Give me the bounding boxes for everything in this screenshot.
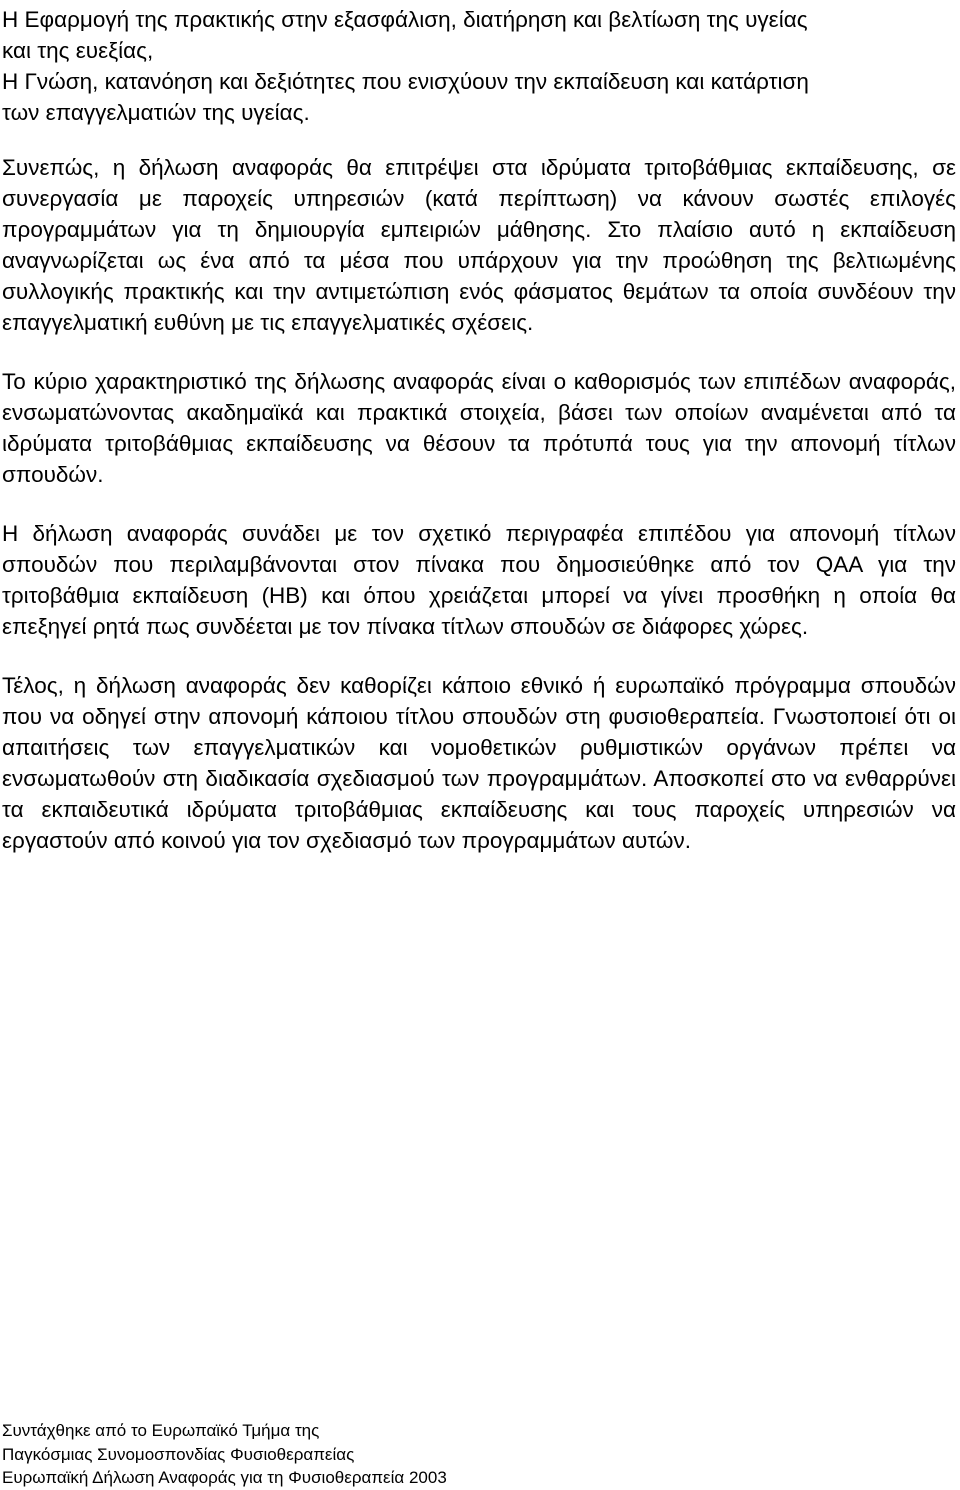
paragraph-main-feature: Το κύριο χαρακτηριστικό της δήλωσης αναφοράς είναι ο καθορισμός των επιπέδων αναφοράς, ενσωματώνοντας ακαδημαϊκά και πρακτικά στοιχεία, βάσει των οποίων αναμένεται από τα ιδρύματα τριτοβάθμιας εκπαίδευσης να θέσουν τα πρότυπά τους για την απονομή τίτλων σπουδών. [2,369,956,487]
intro-line: των επαγγελματιών της υγείας. [2,100,310,125]
paragraph-conclusion: Τέλος, η δήλωση αναφοράς δεν καθορίζει κάποιο εθνικό ή ευρωπαϊκό πρόγραμμα σπουδών που να οδηγεί στην απονομή κάποιου τίτλου σπουδών στη φυσιοθεραπεία. Γνωστοποιεί ότι οι απαιτήσεις των επαγγελματικών και νομοθετικών ρυθμιστικών οργάνων πρέπει να ενσωματωθούν στη διαδικασία σχεδιασμού των προγραμμάτων. Αποσκοπεί στο να ενθαρρύνει τα εκπαιδευτικά ιδρύματα τριτοβάθμιας εκπαίδευσης και τους παροχείς υπηρεσιών να εργαστούν από κοινού για τον σχεδιασμό των προγραμμάτων αυτών. [2,673,956,853]
footer-line: Παγκόσμιας Συνομοσπονδίας Φυσιοθεραπείας [2,1444,355,1464]
paragraph-level-descriptor: Η δήλωση αναφοράς συνάδει με τον σχετικό περιγραφέα επιπέδου για απονομή τίτλων σπουδών που περιλαμβάνονται στον πίνακα που δημοσιεύθηκε από τον QAA για την τριτοβάθμια εκπαίδευση (HB) και όπου χρειάζεται μπορεί να γίνει προσθήκη η οποία θα επεξηγεί ρητά πως συνδέεται με τον πίνακα τίτλων σπουδών σε διάφορες χώρες. [2,521,956,639]
intro-line: Η Εφαρμογή της πρακτικής στην εξασφάλιση, διατήρηση και βελτίωση της υγείας [2,7,808,32]
footer-line: Συντάχθηκε από το Ευρωπαϊκό Τμήμα της [2,1421,320,1440]
footer-line: Ευρωπαϊκή Δήλωση Αναφοράς για τη Φυσιοθεραπεία 2003 [2,1468,447,1487]
body-text [2,152,956,856]
page-footer [2,1419,447,1490]
paragraph-purpose: Συνεπώς, η δήλωση αναφοράς θα επιτρέψει στα ιδρύματα τριτοβάθμιας εκπαίδευσης, σε συνεργασία με παροχείς υπηρεσιών (κατά περίπτωση) να κάνουν σωστές επιλογές προγραμμάτων για τη δημιουργία εμπειριών μάθησης. Στο πλαίσιο αυτό η εκπαίδευση αναγνωρίζεται ως ένα από τα μέσα που υπάρχουν για την προώθηση της βελτιωμένης συλλογικής πρακτικής και την αντιμετώπιση ενός φάσματος θεμάτων τα οποία συνδέουν την επαγγελματική ευθύνη με τις επαγγελματικές σχέσεις. [2,155,956,335]
intro-block [2,4,958,128]
intro-line: Η Γνώση, κατανόηση και δεξιότητες που ενισχύουν την εκπαίδευση και κατάρτιση [2,69,809,94]
intro-line: και της ευεξίας, [2,38,154,63]
